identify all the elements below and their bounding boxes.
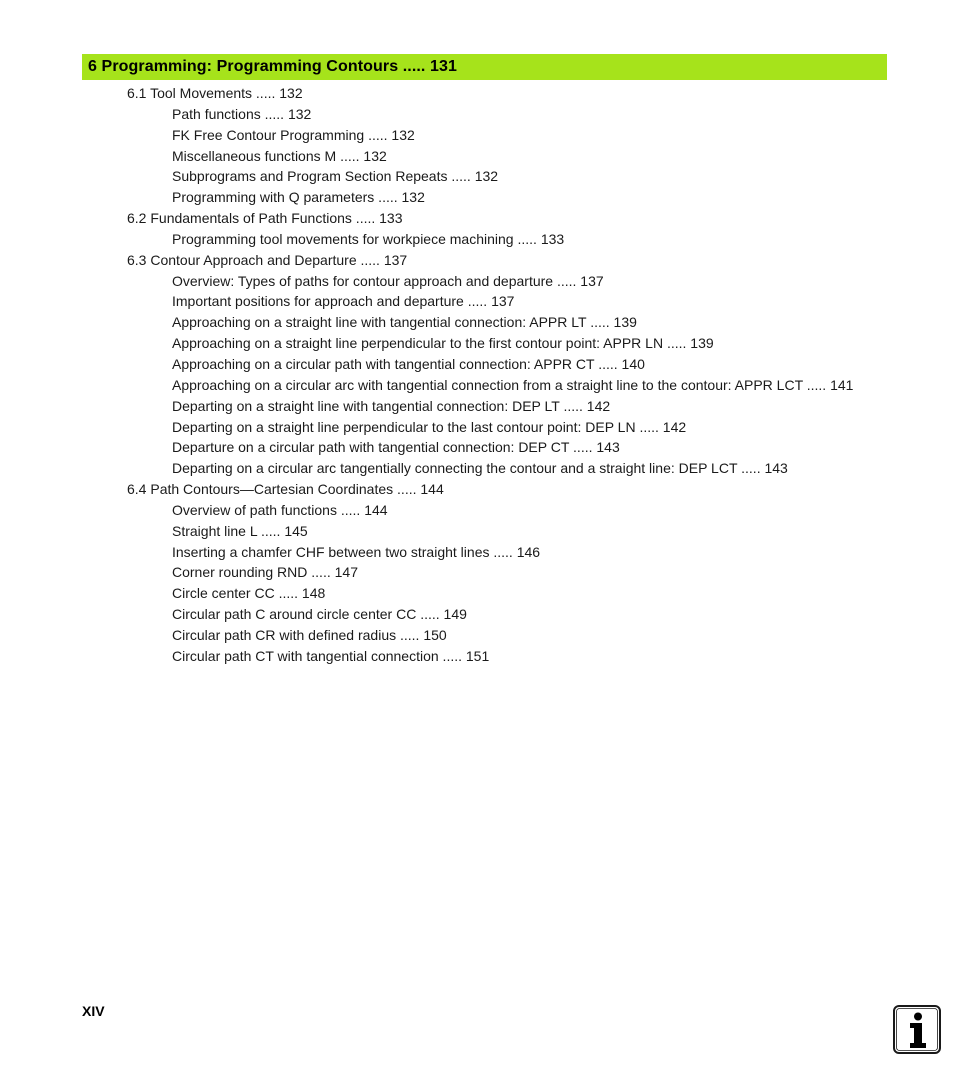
toc-subsection-entry[interactable]: Approaching on a straight line with tangential connection: APPR LT ..... 139: [172, 314, 637, 331]
toc-subsection-entry[interactable]: Circular path CT with tangential connection ..... 151: [172, 647, 490, 664]
toc-subsection-entry[interactable]: Important positions for approach and departure ..... 137: [172, 293, 515, 310]
toc-section-entry[interactable]: 6.1 Tool Movements ..... 132: [127, 85, 303, 101]
toc-subsection-entry[interactable]: Approaching on a circular path with tangential connection: APPR CT ..... 140: [172, 355, 645, 372]
toc-subsection-entry[interactable]: Circle center CC ..... 148: [172, 585, 326, 602]
toc-subsection-entry[interactable]: Miscellaneous functions M ..... 132: [172, 147, 387, 164]
toc-subsection-entry[interactable]: Subprograms and Program Section Repeats ..... 132: [172, 168, 499, 185]
info-icon: [893, 1005, 941, 1054]
toc-subsection-entry[interactable]: Departure on a circular path with tangential connection: DEP CT ..... 143: [172, 439, 620, 456]
toc-subsection-entry[interactable]: Corner rounding RND ..... 147: [172, 564, 358, 581]
toc-subsection-entry[interactable]: Straight line L ..... 145: [172, 522, 308, 539]
toc-subsection-entry[interactable]: Programming tool movements for workpiece machining ..... 133: [172, 230, 565, 247]
toc-subsection-entry[interactable]: Departing on a circular arc tangentially connecting the contour and a straight line: DEP LCT ..... 143: [172, 460, 788, 477]
toc-subsection-entry[interactable]: Inserting a chamfer CHF between two straight lines ..... 146: [172, 543, 541, 560]
toc-subsection-entry[interactable]: Approaching on a straight line perpendicular to the first contour point: APPR LN ..... 139: [172, 335, 714, 352]
toc-subsection-entry[interactable]: Path functions ..... 132: [172, 105, 312, 122]
chapter-heading-bar: [82, 54, 887, 80]
page-number: XIV: [82, 1003, 105, 1019]
toc-section-entry[interactable]: 6.3 Contour Approach and Departure ..... 137: [127, 251, 408, 268]
toc-subsection-entry[interactable]: Overview of path functions ..... 144: [172, 501, 388, 518]
toc-subsection-entry[interactable]: Overview: Types of paths for contour approach and departure ..... 137: [172, 272, 604, 289]
toc-subsection-entry[interactable]: Approaching on a circular arc with tangential connection from a straight line to the contour: APPR LCT ..... 141: [172, 376, 854, 393]
toc-subsection-entry[interactable]: Programming with Q parameters ..... 132: [172, 189, 425, 206]
toc-subsection-entry[interactable]: Circular path C around circle center CC ..... 149: [172, 606, 467, 623]
table-of-contents: [0, 83, 954, 667]
toc-subsection-entry[interactable]: Departing on a straight line with tangential connection: DEP LT ..... 142: [172, 397, 611, 414]
toc-subsection-entry[interactable]: Circular path CR with defined radius ..... 150: [172, 626, 447, 643]
toc-subsection-entry[interactable]: Departing on a straight line perpendicular to the last contour point: DEP LN ..... 142: [172, 418, 687, 435]
toc-section-entry[interactable]: 6.2 Fundamentals of Path Functions ..... 133: [127, 210, 403, 227]
toc-subsection-entry[interactable]: FK Free Contour Programming ..... 132: [172, 126, 415, 143]
chapter-title[interactable]: 6 Programming: Programming Contours ..... 131: [88, 58, 458, 75]
toc-section-entry[interactable]: 6.4 Path Contours—Cartesian Coordinates ..... 144: [127, 481, 444, 498]
